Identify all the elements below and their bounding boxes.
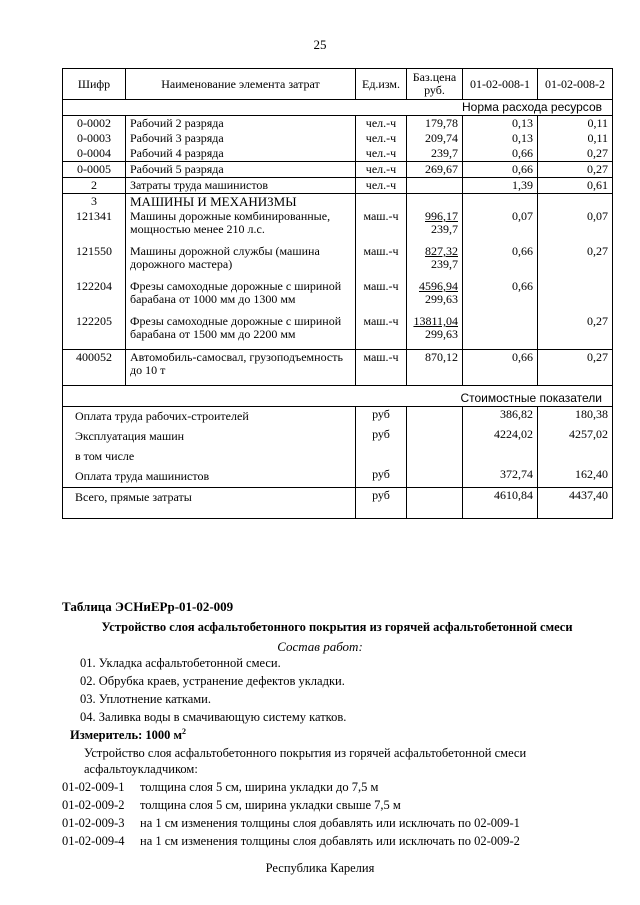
row-name: Фрезы самоходные дорожные с шириной барабана от 1000 мм до 1300 мм xyxy=(126,279,356,314)
work-item: 04. Заливка воды в смачивающую систему катков. xyxy=(80,710,347,724)
row-value-1: 0,66 xyxy=(463,162,538,178)
row-value-1: 0,66 xyxy=(463,244,538,279)
cost-unit: руб xyxy=(356,427,407,447)
row-code: 121341 xyxy=(63,209,126,244)
price-labor: 239,7 xyxy=(431,257,458,271)
cost-row xyxy=(63,467,613,488)
row-value-1: 0,66 xyxy=(463,279,538,314)
table-subtitle: Устройство слоя асфальтобетонного покрытия из горячей асфальтобетонной смеси xyxy=(101,620,573,634)
price-machine: 4596,94 xyxy=(419,279,458,293)
row-value-2: 0,27 xyxy=(538,314,613,350)
cost-value-2: 162,40 xyxy=(538,467,613,488)
section-norm-label: Норма расхода ресурсов xyxy=(63,100,613,116)
row-price xyxy=(407,178,463,194)
row-name: Машины дорожной службы (машина дорожного мастера) xyxy=(126,244,356,279)
cost-unit xyxy=(356,447,407,467)
section-cost-label: Стоимостные показатели xyxy=(63,386,613,407)
row-empty xyxy=(463,194,538,210)
row-empty xyxy=(356,194,407,210)
row-unit: маш.-ч xyxy=(356,244,407,279)
row-price xyxy=(407,209,463,244)
description-line1: Устройство слоя асфальтобетонного покрытия из горячей асфальтобетонной смеси xyxy=(84,746,527,760)
row-value-1: 0,13 xyxy=(463,116,538,132)
cost-value-1: 386,82 xyxy=(463,407,538,428)
section-row xyxy=(63,100,613,116)
table-row-machines-header xyxy=(63,194,613,210)
description-line2: асфальтоукладчиком: xyxy=(84,762,198,776)
cost-value-2: 4257,02 xyxy=(538,427,613,447)
table-row xyxy=(63,131,613,146)
work-item: 01. Укладка асфальтобетонной смеси. xyxy=(80,656,281,670)
row-value-1: 0,07 xyxy=(463,209,538,244)
row-value-2 xyxy=(538,279,613,314)
row-value-2: 0,27 xyxy=(538,244,613,279)
section-row xyxy=(63,386,613,407)
row-value-1: 0,66 xyxy=(463,350,538,386)
table-row xyxy=(63,244,613,279)
cost-value-1: 4224,02 xyxy=(463,427,538,447)
row-unit: маш.-ч xyxy=(356,279,407,314)
cost-label: Оплата труда машинистов xyxy=(63,467,356,488)
table-row xyxy=(63,279,613,314)
row-price xyxy=(407,314,463,350)
cost-empty xyxy=(407,467,463,488)
cost-row xyxy=(63,407,613,428)
row-price xyxy=(407,350,463,386)
resource-table xyxy=(62,68,613,519)
cost-value-1 xyxy=(463,447,538,467)
row-name: МАШИНЫ И МЕХАНИЗМЫ xyxy=(126,194,356,210)
row-price: 239,7 xyxy=(407,146,463,162)
row-code: 400052 xyxy=(63,350,126,386)
row-value-2: 0,07 xyxy=(538,209,613,244)
table-row xyxy=(63,116,613,132)
row-value-2: 0,11 xyxy=(538,131,613,146)
row-unit: чел.-ч xyxy=(356,116,407,132)
code-label: 01-02-009-2 xyxy=(62,798,125,812)
row-value-1: 1,39 xyxy=(463,178,538,194)
footer: Республика Карелия xyxy=(265,861,375,875)
work-item: 03. Уплотнение катками. xyxy=(80,692,211,706)
code-label: 01-02-009-4 xyxy=(62,834,125,848)
row-value-2: 0,11 xyxy=(538,116,613,132)
header-name: Наименование элемента затрат xyxy=(126,69,356,100)
header-col2: 01-02-008-2 xyxy=(538,69,613,100)
row-code: 0-0002 xyxy=(63,116,126,132)
code-description: на 1 см изменения толщины слоя добавлять или исключать по 02-009-2 xyxy=(140,834,520,848)
row-price: 209,74 xyxy=(407,131,463,146)
cost-row xyxy=(63,427,613,447)
cost-unit: руб xyxy=(356,488,407,519)
price-labor: 239,7 xyxy=(431,222,458,236)
row-code: 122205 xyxy=(63,314,126,350)
row-value-2: 0,61 xyxy=(538,178,613,194)
table-row-machinists xyxy=(63,178,613,194)
row-code: 3 xyxy=(63,194,126,210)
cost-empty xyxy=(407,447,463,467)
cost-unit: руб xyxy=(356,407,407,428)
header-base-price: Баз.цена руб. xyxy=(407,69,463,100)
code-label: 01-02-009-3 xyxy=(62,816,125,830)
code-description: на 1 см изменения толщины слоя добавлять или исключать по 02-009-1 xyxy=(140,816,520,830)
table-row xyxy=(63,209,613,244)
row-unit: маш.-ч xyxy=(356,350,407,386)
cost-label: Оплата труда рабочих-строителей xyxy=(63,407,356,428)
row-code: 122204 xyxy=(63,279,126,314)
cost-row xyxy=(63,447,613,467)
code-description: толщина слоя 5 см, ширина укладки свыше 7,5 м xyxy=(140,798,401,812)
table-header-row xyxy=(63,69,613,100)
row-price: 269,67 xyxy=(407,162,463,178)
row-unit: чел.-ч xyxy=(356,131,407,146)
table-row xyxy=(63,162,613,178)
code-label: 01-02-009-1 xyxy=(62,780,125,794)
cost-label: Всего, прямые затраты xyxy=(63,488,356,519)
price-labor: 299,63 xyxy=(425,292,458,306)
row-name: Рабочий 3 разряда xyxy=(126,131,356,146)
price-machine: 996,17 xyxy=(425,209,458,223)
price-machine: 13811,04 xyxy=(413,314,458,328)
row-empty xyxy=(407,194,463,210)
header-code: Шифр xyxy=(63,69,126,100)
row-price: 179,78 xyxy=(407,116,463,132)
row-value-2: 0,27 xyxy=(538,162,613,178)
row-price xyxy=(407,279,463,314)
table-title: Таблица ЭСНиЕРр-01-02-009 xyxy=(62,599,234,614)
cost-empty xyxy=(407,427,463,447)
price-machine: 870,12 xyxy=(425,350,458,364)
row-name: Рабочий 5 разряда xyxy=(126,162,356,178)
cost-value-1: 372,74 xyxy=(463,467,538,488)
row-name: Машины дорожные комбинированные, мощностью менее 210 л.с. xyxy=(126,209,356,244)
row-value-2: 0,27 xyxy=(538,350,613,386)
code-description: толщина слоя 5 см, ширина укладки до 7,5 м xyxy=(140,780,379,794)
page-number: 25 xyxy=(313,37,327,52)
row-code: 2 xyxy=(63,178,126,194)
row-unit: чел.-ч xyxy=(356,146,407,162)
row-value-1 xyxy=(463,314,538,350)
cost-label: Эксплуатация машин xyxy=(63,427,356,447)
meter-label: Измеритель: 1000 $м^2$ xyxy=(70,727,187,743)
row-unit: маш.-ч xyxy=(356,209,407,244)
cost-unit: руб xyxy=(356,467,407,488)
work-heading: Состав работ: xyxy=(277,639,363,654)
cost-value-2: 4437,40 xyxy=(538,488,613,519)
row-code: 0-0005 xyxy=(63,162,126,178)
row-code: 0-0004 xyxy=(63,146,126,162)
row-name: Фрезы самоходные дорожные с шириной барабана от 1500 мм до 2200 мм xyxy=(126,314,356,350)
cost-value-1: 4610,84 xyxy=(463,488,538,519)
cost-empty xyxy=(407,407,463,428)
work-item: 02. Обрубка краев, устранение дефектов укладки. xyxy=(80,674,345,688)
row-name: Рабочий 4 разряда xyxy=(126,146,356,162)
header-col1: 01-02-008-1 xyxy=(463,69,538,100)
row-value-1: 0,13 xyxy=(463,131,538,146)
table-row xyxy=(63,146,613,162)
cost-label: в том числе xyxy=(63,447,356,467)
cost-value-2 xyxy=(538,447,613,467)
cost-empty xyxy=(407,488,463,519)
row-name: Рабочий 2 разряда xyxy=(126,116,356,132)
row-name: Затраты труда машинистов xyxy=(126,178,356,194)
row-value-2: 0,27 xyxy=(538,146,613,162)
row-unit: чел.-ч xyxy=(356,162,407,178)
row-unit: чел.-ч xyxy=(356,178,407,194)
row-unit: маш.-ч xyxy=(356,314,407,350)
row-value-1: 0,66 xyxy=(463,146,538,162)
header-unit: Ед.изм. xyxy=(356,69,407,100)
row-price xyxy=(407,244,463,279)
row-code: 0-0003 xyxy=(63,131,126,146)
row-empty xyxy=(538,194,613,210)
price-labor: 299,63 xyxy=(425,327,458,341)
table-row xyxy=(63,314,613,350)
cost-value-2: 180,38 xyxy=(538,407,613,428)
cost-row xyxy=(63,488,613,519)
table-row xyxy=(63,350,613,386)
row-name: Автомобиль-самосвал, грузоподъемность до 10 т xyxy=(126,350,356,386)
price-machine: 827,32 xyxy=(425,244,458,258)
row-code: 121550 xyxy=(63,244,126,279)
